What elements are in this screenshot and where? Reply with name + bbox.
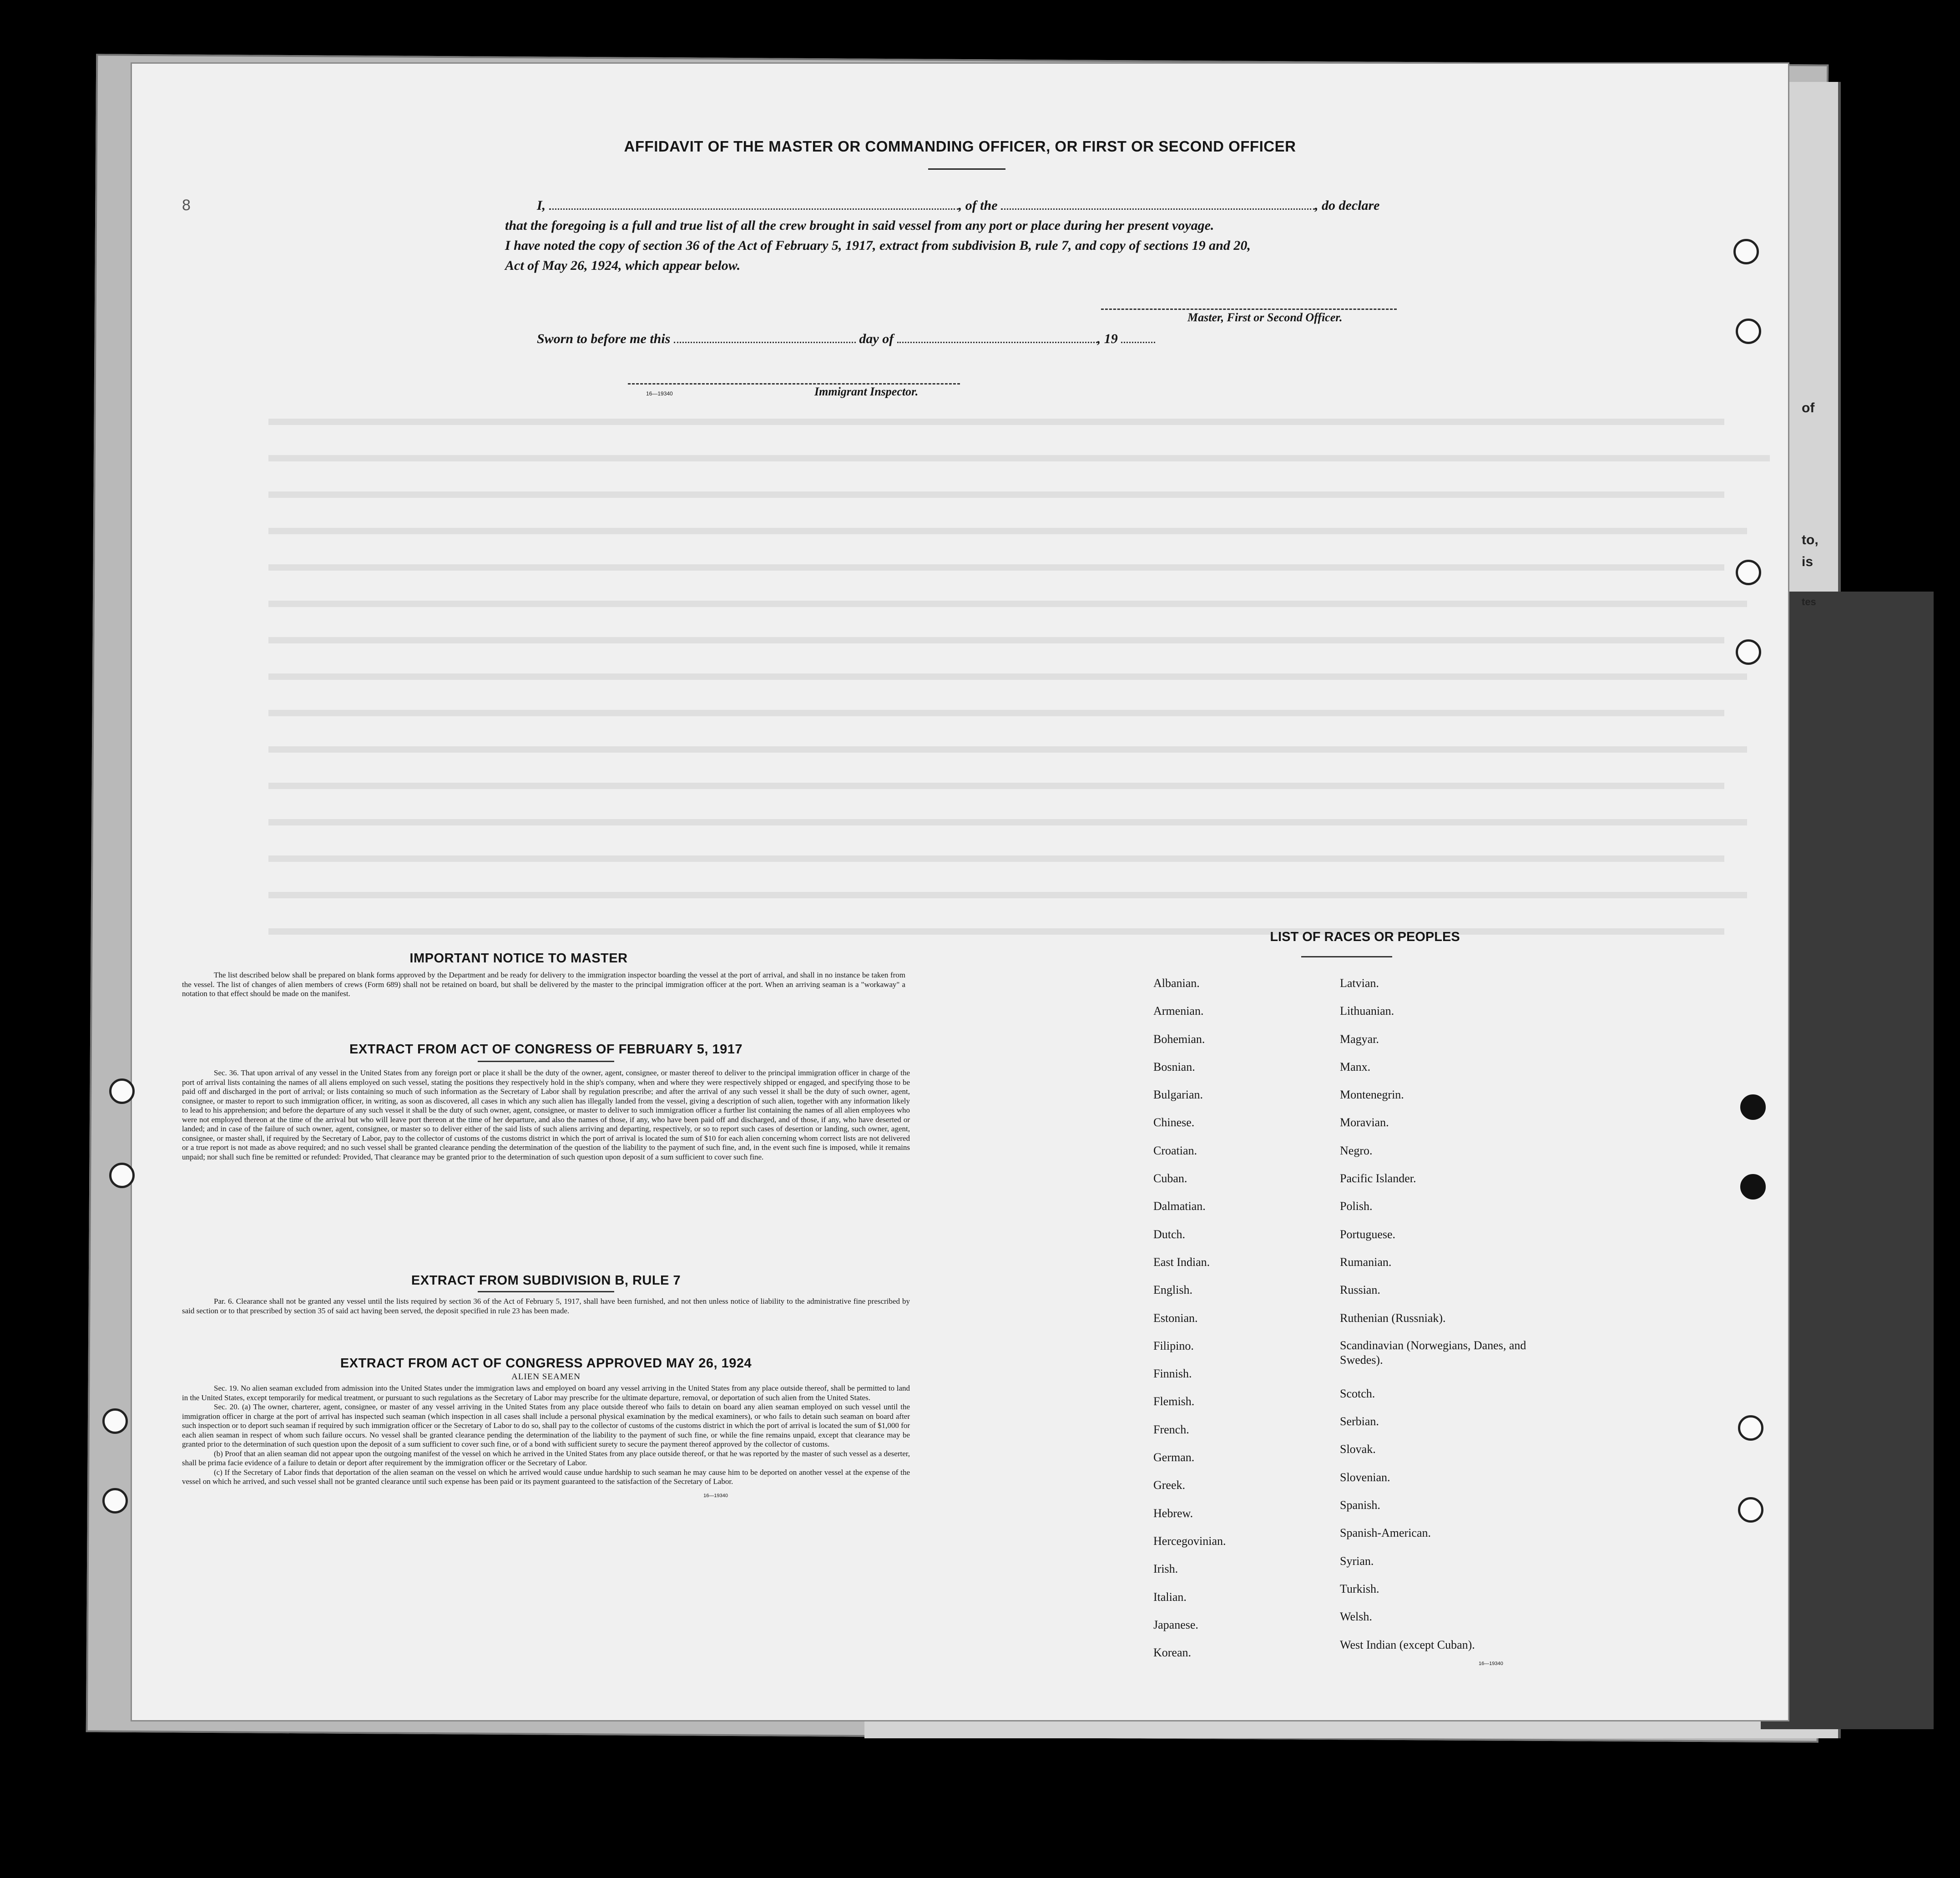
punch-hole <box>1736 639 1761 665</box>
race-item: West Indian (except Cuban). <box>1340 1638 1475 1651</box>
affidavit-line2: that the foregoing is a full and true list of all the crew brought in said vessel from any port or place during her present voyage. <box>505 218 1214 233</box>
sec20a-text: Sec. 20. (a) The owner, charterer, agent, consignee, or master of any vessel arriving in the United States from any place outside thereof who fails to detain on board any alien seaman employed on such vessel until the immigration officer in charge at the port of arrival has inspected such seaman (which inspection in all cases shall include a personal physical examination by the medical examiners), or who fails to detain such seaman on board after such inspection or to deport such seaman if required by such immigration officer or the Secretary of Labor to do so, shall pay to the collector of customs of the customs district in which the port of arrival is located the sum of $1,000 for each alien seaman in respect of whom such failure occurs. No vessel shall be granted clearance pending the determination of the liability to the payment of such fine, or while the fine remains unpaid, except that clearance may be granted prior to the determination of such question upon the deposit of a sum sufficient to cover such fine, or of a bond with sufficient surety to secure the payment thereof approved by the collector of customs. <box>182 1402 910 1448</box>
race-item: French. <box>1153 1422 1189 1436</box>
bleed-through-row <box>268 601 1747 607</box>
punch-hole <box>109 1078 135 1104</box>
rule7-text: Par. 6. Clearance shall not be granted any vessel until the lists required by section 36 of the Act of February 5, 1917, shall have been furnished, and not then unless notice of liability to the administrative fine prescribed by said section or to that prescribed by section 35 of said act having been served, the deposit specified in rule 23 has been made. <box>182 1297 910 1315</box>
race-item: Polish. <box>1340 1200 1373 1213</box>
extract-1917-title: EXTRACT FROM ACT OF CONGRESS OF FEBRUARY 5, 1917 <box>349 1042 743 1057</box>
title-rule <box>928 168 1005 170</box>
race-item: Dalmatian. <box>1153 1200 1206 1213</box>
bleed-through-row <box>268 710 1724 716</box>
race-item: Negro. <box>1340 1144 1373 1157</box>
bleed-through-row <box>268 746 1747 753</box>
edge-text-fragment: of <box>1802 400 1815 415</box>
notice-title: IMPORTANT NOTICE TO MASTER <box>409 951 628 966</box>
bleed-through-row <box>268 783 1724 789</box>
race-item: Magyar. <box>1340 1032 1379 1046</box>
race-item: Serbian. <box>1340 1415 1379 1428</box>
race-item: Spanish. <box>1340 1498 1380 1512</box>
punch-hole <box>102 1488 128 1514</box>
affidavit-line1-mid: , of the <box>958 198 998 213</box>
race-item: Greek. <box>1153 1478 1186 1492</box>
sec19-text: Sec. 19. No alien seaman excluded from admission into the United States under the immigration laws and employed on board any vessel arriving in the United States from any place outside thereof, shall be permitted to land in the United States, except temporarily for medical treatment, or pursuant to such regulations as the Secretary of Labor may prescribe for the ultimate departure, removal, or deportation of such alien from the United States. <box>182 1384 910 1402</box>
bleed-through-row <box>268 637 1724 643</box>
race-item: Rumanian. <box>1340 1255 1392 1269</box>
races-rule <box>1301 956 1392 957</box>
race-item: Chinese. <box>1153 1116 1195 1129</box>
race-item: Latvian. <box>1340 977 1379 990</box>
race-item: Hercegovinian. <box>1153 1534 1226 1548</box>
bleed-through-row <box>268 564 1724 571</box>
race-item: East Indian. <box>1153 1255 1210 1269</box>
races-right-column <box>1340 969 1531 1659</box>
inspector-label: Immigrant Inspector. <box>814 385 919 398</box>
race-item: Estonian. <box>1153 1311 1198 1325</box>
race-item: Moravian. <box>1340 1116 1389 1129</box>
extract-1917-text: Sec. 36. That upon arrival of any vessel in the United States from any foreign port or place it shall be the duty of the owner, agent, consignee, or master thereof to deliver to the principal immigration officer in charge of the port of arrival lists containing the names of all aliens employed on such vessel, stating the positions they respectively hold in the ship's company, when and where they were respectively shipped or engaged, and specifying those to be paid off and discharged in the port of arrival; or lists containing so much of such information as the Secretary of Labor shall by regulation prescribe; and after the arrival of any such vessel it shall be the duty of such owner, agent, consignee, or master to report to such immigration officer, in writing, as soon as discovered, all cases in which any such alien has illegally landed from the vessel, giving a description of such alien, together with any information likely to lead to his apprehension; and before the departure of any such vessel it shall be the duty of such owner, agent, consignee, or master to deliver to such immigration officer a further list containing the names of all alien employees who were not employed thereon at the time of the arrival but who will leave port thereon at the time of her departure, and also the names of those, if any, who have been paid off and discharged, and of those, if any, who have deserted or landed; and in case of the failure of such owner, agent, consignee, or master so to deliver either of the said lists of such aliens arriving and departing, respectively, or so to report such cases of desertion or landing, such owner, agent, consignee, or master shall, if required by the Secretary of Labor, pay to the collector of customs of the customs district in which the port of arrival is located the sum of $10 for each alien concerning whom correct lists are not delivered or a true report is not made as above required; and no such vessel shall be granted clearance pending the determination of the question of the liability to the payment of such fine, and, in the event such fine is imposed, while it remains unpaid; nor shall such fine be remitted or refunded: Provided, That clearance may be granted prior to the determination of such question upon deposit of a sum sufficient to cover such fine. <box>182 1068 910 1161</box>
sec20b-text: (b) Proof that an alien seaman did not appear upon the outgoing manifest of the vessel on which he arrived in the United States from any place outside thereof, or that he was reported by the master of such vessel as a deserter, shall be prima facie evidence of a failure to detain or deport after requirement by the immigration officer or the Secretary of Labor. <box>182 1449 910 1467</box>
signature-label: Master, First or Second Officer. <box>1187 311 1343 324</box>
name-field[interactable] <box>549 198 959 210</box>
race-item: Japanese. <box>1153 1618 1198 1631</box>
signature-line[interactable] <box>1101 309 1397 310</box>
bleed-through-row <box>268 892 1747 898</box>
rule7-title: EXTRACT FROM SUBDIVISION B, RULE 7 <box>411 1273 681 1288</box>
race-item: Dutch. <box>1153 1227 1186 1241</box>
rule7-section <box>182 1273 910 1316</box>
race-item: German. <box>1153 1451 1195 1464</box>
race-item: Syrian. <box>1340 1554 1374 1568</box>
sworn-start: Sworn to before me this <box>537 331 671 346</box>
race-item: Bulgarian. <box>1153 1088 1203 1102</box>
bleed-through-row <box>268 855 1724 862</box>
extract-1924-section <box>182 1356 910 1498</box>
race-item: Italian. <box>1153 1590 1187 1604</box>
punch-hole <box>1740 1174 1766 1200</box>
punch-hole <box>1733 239 1759 264</box>
punch-hole <box>1736 560 1761 585</box>
race-item: Flemish. <box>1153 1395 1195 1408</box>
races-left-column <box>1153 969 1226 1666</box>
punch-hole <box>102 1408 128 1434</box>
section-rule <box>478 1291 614 1292</box>
edge-text-fragment: is <box>1802 554 1814 569</box>
race-item: Slovenian. <box>1340 1470 1390 1484</box>
race-item: Montenegrin. <box>1340 1088 1404 1102</box>
edge-text-fragment: tes <box>1802 596 1816 607</box>
extract-1924-title: EXTRACT FROM ACT OF CONGRESS APPROVED MAY 26, 1924 <box>340 1356 752 1371</box>
race-item: Albanian. <box>1153 977 1200 990</box>
race-item: Cuban. <box>1153 1172 1187 1185</box>
form-code: 16—19340 <box>646 390 673 397</box>
races-title: LIST OF RACES OR PEOPLES <box>1270 930 1460 944</box>
race-item: Lithuanian. <box>1340 1004 1394 1018</box>
race-item: Irish. <box>1153 1562 1178 1576</box>
race-item: Korean. <box>1153 1646 1192 1660</box>
race-item: Scotch. <box>1340 1387 1375 1400</box>
page-mark: 8 <box>182 197 191 214</box>
bleed-through-row <box>268 819 1747 825</box>
race-item: Scandinavian (Norwegians, Danes, and Swedes). <box>1340 1338 1526 1367</box>
bleed-through-row <box>268 419 1724 425</box>
race-item: Russian. <box>1340 1283 1380 1297</box>
sworn-day-field[interactable] <box>674 332 856 343</box>
form-code: 16—19340 <box>1479 1661 1503 1666</box>
extract-1924-subtitle: ALIEN SEAMEN <box>511 1372 581 1382</box>
race-item: English. <box>1153 1283 1192 1297</box>
race-item: Filipino. <box>1153 1339 1194 1352</box>
race-item: Welsh. <box>1340 1610 1372 1624</box>
sworn-year-field[interactable] <box>1121 332 1155 343</box>
race-item: Armenian. <box>1153 1004 1204 1018</box>
race-item: Slovak. <box>1340 1443 1376 1456</box>
affidavit-title: AFFIDAVIT OF THE MASTER OR COMMANDING OFFICER, OR FIRST OR SECOND OFFICER <box>624 138 1296 155</box>
extract-1917-section <box>182 1042 910 1162</box>
sworn-end: , 19 <box>1097 331 1118 346</box>
affidavit-line1-start: I, <box>537 198 546 213</box>
race-item: Bohemian. <box>1153 1032 1205 1046</box>
race-item: Ruthenian (Russniak). <box>1340 1311 1446 1325</box>
punch-hole <box>109 1163 135 1188</box>
punch-hole <box>1736 319 1761 344</box>
race-item: Pacific Islander. <box>1340 1172 1416 1185</box>
sec20c-text: (c) If the Secretary of Labor finds that deportation of the alien seaman on the vessel on which he arrived would cause undue hardship to such seaman he may cause him to be deported on another vessel at the expense of the vessel on which he arrived, and such vessel shall not be granted clearance until such expense has been paid or its payment guaranteed to the satisfaction of the Secretary of Labor. <box>182 1468 910 1486</box>
punch-hole <box>1740 1094 1766 1120</box>
affidavit-line3: I have noted the copy of section 36 of the Act of February 5, 1917, extract from subdivision B, rule 7, and copy of sections 19 and 20, <box>505 238 1251 253</box>
sworn-mid: day of <box>859 331 894 346</box>
race-item: Hebrew. <box>1153 1506 1193 1520</box>
sworn-month-field[interactable] <box>897 332 1097 343</box>
edge-text-fragment: to, <box>1802 532 1819 547</box>
form-code: 16—19340 <box>703 1493 728 1498</box>
bleed-through-row <box>268 528 1747 534</box>
race-item: Bosnian. <box>1153 1060 1195 1073</box>
affidavit-line4: Act of May 26, 1924, which appear below. <box>505 258 741 273</box>
race-item: Portuguese. <box>1340 1227 1396 1241</box>
race-item: Croatian. <box>1153 1144 1197 1157</box>
bleed-through-row <box>268 673 1747 680</box>
punch-hole <box>1738 1497 1763 1523</box>
notice-text: The list described below shall be prepared on blank forms approved by the Department and be ready for delivery to the immigration inspector boarding the vessel at the port of arrival, and shall in no instance be taken from the vessel. The list of changes of alien members of crews (Form 689) shall not be retained on board, but shall be delivered by the master to the principal immigration officer at the port. When an arriving seaman is a "workaway" a notation to that effect should be made on the manifest. <box>182 971 905 998</box>
race-item: Manx. <box>1340 1060 1371 1073</box>
affidavit-body <box>505 196 1424 276</box>
vessel-field[interactable] <box>1001 198 1315 210</box>
bleed-through-row <box>268 491 1724 498</box>
inspector-signature-line[interactable] <box>628 383 960 385</box>
sworn-line <box>537 331 1155 347</box>
race-item: Finnish. <box>1153 1367 1192 1381</box>
race-item: Spanish-American. <box>1340 1526 1431 1540</box>
affidavit-line1-end: , do declare <box>1315 198 1380 213</box>
notice-section <box>182 951 910 999</box>
race-item: Turkish. <box>1340 1582 1379 1595</box>
bleed-through-row <box>268 455 1770 461</box>
punch-hole <box>1738 1415 1763 1441</box>
section-rule <box>478 1061 614 1062</box>
